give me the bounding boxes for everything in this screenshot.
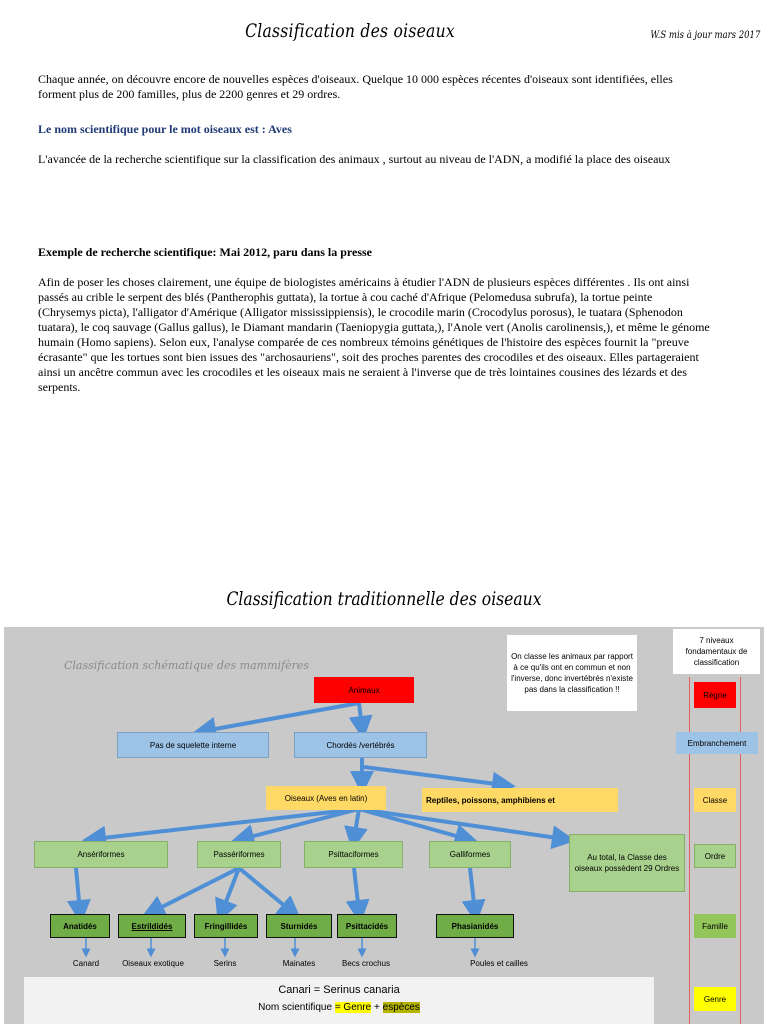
node-oiseaux: Oiseaux (Aves en latin)	[266, 786, 386, 810]
example-body: Afin de poser les choses clairement, une équipe de biologistes américains à étudier l'ADN de plusieurs espèces différentes . Ils ont ainsi passés au crible le serpent des blés (Pantherophis guttata), la tortue à cou caché d'Afrique (Pelomedusa subrufa), la tortue peinte (Chrysemys picta), l'alligator d'Amérique (Alligator mississippiensis), le crocodile marin (Crocodylus porosus), le tuatara (Sphenodon tuatara), le coq sauvage (Gallus gallus), le Diamant mandarin (Taeniopygia guttata,), l'Anole vert (Anolis carolinensis,), et même le génome humain (Homo sapiens). Selon eux, l'analyse comparée de ces nombreux témoins génétiques de l'histoire des espèces fournit la "preuve écrasante" que les tortues sont bien issues des "archosauriens", soit des proches parentes des crocodiles et des oiseaux. Elles partageraient ainsi un ancêtre commun avec les crocodiles et les oiseaux mais ne seraient à l'inverse que de très lointaines cousines des lézards et des serpents.	[38, 275, 710, 394]
level-genre: Genre	[694, 987, 736, 1011]
example-label: Becs crochus	[341, 959, 391, 968]
order-galliformes: Galliformes	[429, 841, 511, 868]
naming-rule	[24, 1002, 654, 1013]
section-title: Classification traditionnelle des oiseaux	[226, 588, 542, 610]
node-reptiles: Reptiles, poissons, amphibiens et	[422, 788, 618, 812]
example-label: Serins	[213, 959, 237, 968]
level-classe: Classe	[694, 788, 736, 812]
family-phasianides: Phasianidés	[436, 914, 514, 938]
naming-caption	[24, 977, 654, 1024]
diagram-watermark: Classification schématique des mammifères	[64, 659, 310, 672]
example-label: Mainates	[282, 959, 316, 968]
order-psittaciformes: Psittaciformes	[304, 841, 403, 868]
especes-highlight: espèces	[382, 1002, 420, 1013]
example-label: Oiseaux exotique	[122, 959, 184, 968]
node-pas-squelette: Pas de squelette interne	[117, 732, 269, 758]
family-estrildides: Estrildidés	[118, 914, 186, 938]
order-passeriformes: Passériformes	[197, 841, 281, 868]
node-animaux: Animaux	[314, 677, 414, 703]
family-anatides: Anatidés	[50, 914, 110, 938]
page-title: Classification des oiseaux	[245, 20, 455, 42]
family-fringillides: Fringillidés	[194, 914, 258, 938]
levels-title: 7 niveaux fondamentaux de classification	[673, 629, 760, 674]
level-regne: Règne	[694, 682, 736, 708]
naming-rule-label: Nom scientifique	[258, 1002, 335, 1013]
level-famille: Famille	[694, 914, 736, 938]
order-anseriformes: Ansériformes	[34, 841, 168, 868]
level-ordre: Ordre	[694, 844, 736, 868]
classification-note: On classe les animaux par rapport à ce qu'ils ont en commun et non l'inverse, donc invertébrés n'existe pas dans la classification !!	[507, 635, 637, 711]
update-date: W.S mis à jour mars 2017	[650, 30, 760, 41]
levels-border-left	[689, 677, 690, 1024]
example-heading: Exemple de recherche scientifique: Mai 2012, paru dans la presse	[38, 245, 372, 259]
example-label: Poules et cailles	[470, 959, 528, 968]
plus-sign: +	[371, 1002, 383, 1013]
canari-line: Canari = Serinus canaria	[278, 984, 400, 996]
classification-diagram	[4, 627, 764, 1024]
family-sturnides: Sturnidés	[266, 914, 332, 938]
family-psittacides: Psittacidés	[337, 914, 397, 938]
levels-border-right	[740, 677, 741, 1024]
genre-highlight: = Genre	[334, 1002, 372, 1013]
scientific-name-line: Le nom scientifique pour le mot oiseaux est : Aves	[38, 122, 292, 136]
example-label: Canard	[72, 959, 100, 968]
node-chordes: Chordés /vertébrés	[294, 732, 427, 758]
node-ordres-note: Au total, la Classe des oiseaux possèdent 29 Ordres	[569, 834, 685, 892]
research-paragraph: L'avancée de la recherche scientifique sur la classification des animaux , surtout au niveau de l'ADN, a modifié la place des oiseaux	[38, 152, 671, 166]
intro-paragraph: Chaque année, on découvre encore de nouvelles espèces d'oiseaux. Quelque 10 000 espèces récentes d'oiseaux sont identifiées, elles forment plus de 200 familles, plus de 2200 genres et 29 ordres.	[38, 72, 673, 101]
level-embranchement: Embranchement	[676, 732, 758, 754]
